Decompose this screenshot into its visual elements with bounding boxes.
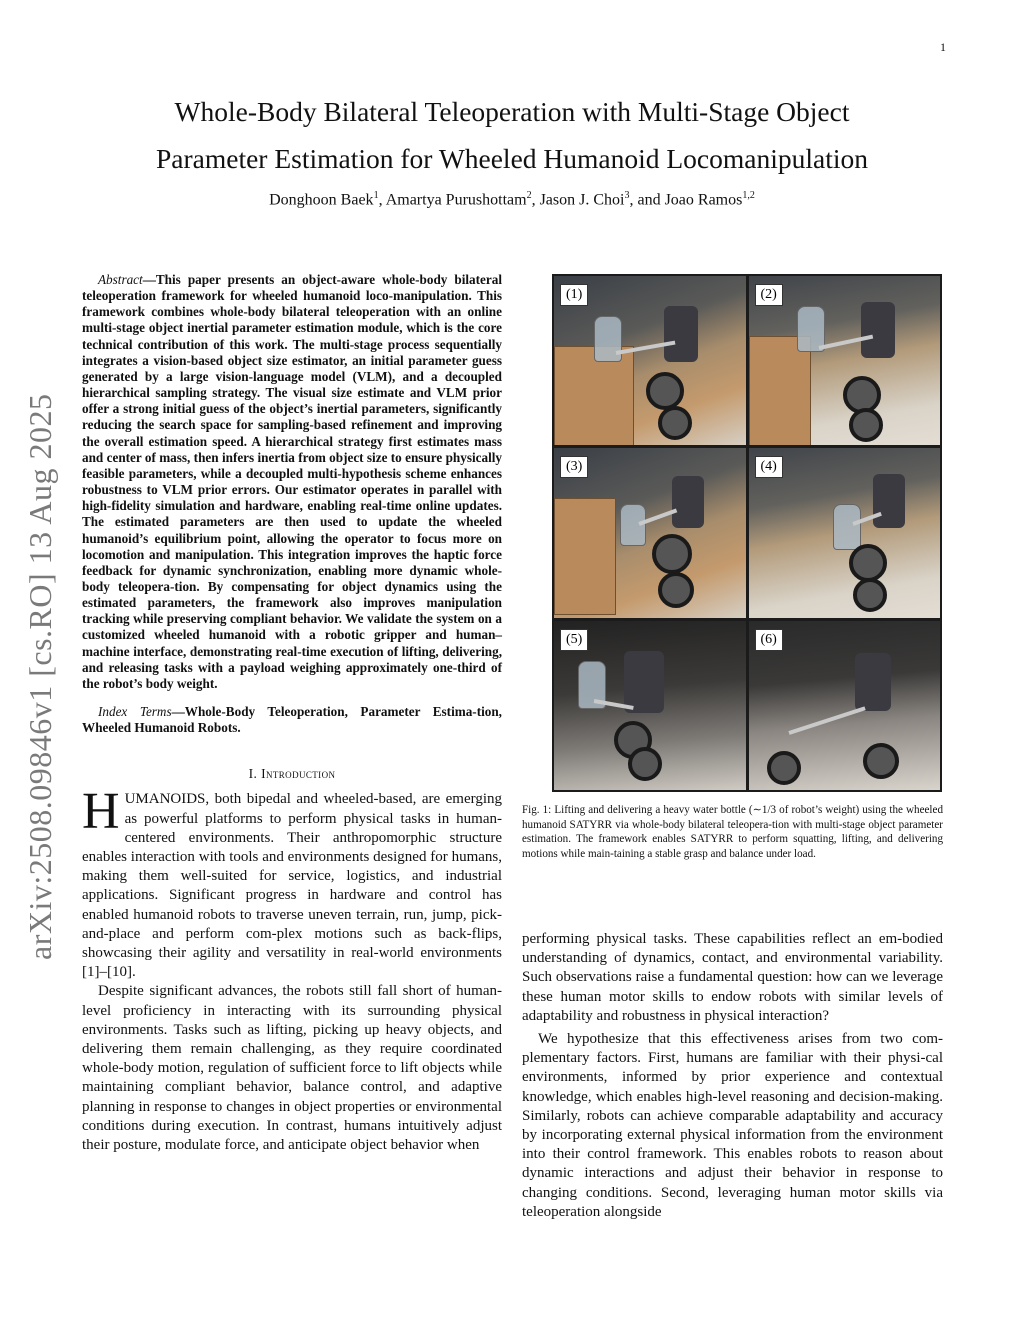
section-title: Introduction xyxy=(261,766,336,782)
panel-label: (4) xyxy=(755,456,783,478)
robot-wheel xyxy=(652,534,692,574)
robot-torso xyxy=(624,651,664,713)
figure-1 xyxy=(552,274,942,792)
abstract-text: —This paper presents an object-aware whole-body bilateral teleoperation framework for wheeled humanoid loco-manipulation. This framework combines whole-body bilateral teleoperation with an online multi-stage object inertial parameter estimation module, which is the core technical contribution of this work. The multi-stage process sequentially integrates a vision-based object size estimator, an initial parameter guess generated by a large vision-language model (VLM), and a decoupled hierarchical sampling strategy. The visual size estimate and VLM prior offer a strong initial guess of the object’s inertial parameters, significantly reducing the search space for sampling-based refinement and improving the overall estimation speed. A hierarchical strategy first estimates mass and center of mass, then infers inertia from object size to ensure physically feasible parameters, while a decoupled multi-hypothesis scheme enhances robustness to VLM prior errors. Our estimator operates in parallel with high-fidelity simulation and hardware, enabling real-time online updates. The estimated parameters are then used to update the wheeled humanoid’s equilibrium point, allowing the operator to focus more on locomotion and manipulation. This integration improves the haptic force feedback for dynamic synchronization, enabling more dynamic whole-body teleopera-tion. By compensating for object dynamics using the estimated parameters, the framework also improves manipulation tracking while preserving compliant behavior. We validate the system on a customized wheeled humanoid with a robotic gripper and human–machine interface, demonstrating real-time execution of lifting, delivering, and releasing tasks with a payload weighing approximately one-third of the robot’s body weight. xyxy=(82,272,502,691)
figure-panel-6 xyxy=(749,621,941,790)
left-column xyxy=(82,272,502,1155)
robot-wheel xyxy=(767,751,801,785)
abstract-label: Abstract xyxy=(98,272,143,287)
author-separator: , xyxy=(531,191,540,209)
robot-wheel xyxy=(849,544,887,582)
author-affiliation: 1 xyxy=(373,190,379,201)
robot-arm xyxy=(788,706,865,735)
title-line-1: Whole-Body Bilateral Teleoperation with Multi-Stage Object xyxy=(174,96,850,127)
figure-caption: Fig. 1: Lifting and delivering a heavy water bottle (∼1/3 of robot’s weight) using the wheeled humanoid SATYRR via whole-body bilateral teleopera-tion with multi-stage object parameter estimation. The framework enables SATYRR to perform squatting, lifting, and delivering motions while main-taining a stable grasp and balance under load. xyxy=(522,804,943,860)
right-paragraph-2: We hypothesize that this effectiveness arises from two com-plementary factors. First, humans are familiar with their physi-cal environments, informed by prior experience and contextual knowledge, which enables high-level reasoning and decision-making. Similarly, robots can achieve comparable adaptability and accuracy by incorporating external physical information from the environment into their control framework. This enables robots to reason about dynamic interactions and adjust their behavior in response to changing conditions. Second, leveraging human motor skills via teleoperation alongside xyxy=(522,1031,943,1220)
panel-label: (5) xyxy=(560,629,588,651)
index-terms xyxy=(82,704,502,736)
author-affiliation: 2 xyxy=(526,190,532,201)
author-list xyxy=(70,190,954,209)
author-separator: , and xyxy=(629,191,665,209)
index-terms-text: —Whole-Body Teleoperation, Parameter Estima-tion, Wheeled Humanoid Robots. xyxy=(82,704,502,736)
figure-panel-3 xyxy=(554,448,746,617)
author-name: Jason J. Choi xyxy=(539,191,625,209)
robot-wheel xyxy=(863,743,899,779)
right-paragraph-1: performing physical tasks. These capabilities reflect an em-bodied understanding of dynamics, contact, and environmental variability. Such observations raise a fundamental question: how can we leverage these human motor skills to endow robots with similar levels of adaptability and robustness in physical interaction? xyxy=(522,931,943,1024)
panel-label: (2) xyxy=(755,284,783,306)
right-column xyxy=(522,930,943,1222)
author-affiliation: 3 xyxy=(624,190,630,201)
robot-wheel xyxy=(853,578,887,612)
abstract xyxy=(82,272,502,692)
robot-torso xyxy=(873,474,905,528)
figure-panel-2 xyxy=(749,276,941,445)
panel-label: (1) xyxy=(560,284,588,306)
robot-wheel xyxy=(658,572,694,608)
figure-panel-5 xyxy=(554,621,746,790)
index-terms-label: Index Terms xyxy=(98,704,172,720)
cardboard-box xyxy=(554,346,634,445)
cardboard-box xyxy=(554,498,616,615)
section-heading xyxy=(82,766,502,782)
author-name: Amartya Purushottam xyxy=(385,191,527,209)
water-bottle xyxy=(594,316,622,362)
robot-torso xyxy=(855,653,891,711)
intro-paragraph-1 xyxy=(82,783,502,982)
intro-paragraph-1-text: UMANOIDS, both bipedal and wheeled-based, are emerging as powerful platforms to perform physical tasks in human-centered environments. Their anthropomorphic structure enables interaction with tools and environments designed for humans, making them well-suited for service, logistics, and industrial applications. Significant progress in hardware and control has enabled humanoid robots to traverse uneven terrain, run, jump, pick-and-place and perform com-plex motions such as back-flips, showcasing their agility and versatility in real-world environments [1]–[10]. xyxy=(82,791,502,981)
author-separator: , xyxy=(378,191,386,209)
robot-wheel xyxy=(646,372,684,410)
title-line-2: Parameter Estimation for Wheeled Humanoid Locomanipulation xyxy=(156,143,868,174)
intro-body xyxy=(82,783,502,1155)
robot-wheel xyxy=(628,747,662,781)
panel-label: (6) xyxy=(755,629,783,651)
robot-wheel xyxy=(658,406,692,440)
page-number: 1 xyxy=(940,40,946,54)
robot-wheel xyxy=(849,408,883,442)
figure-panel-1 xyxy=(554,276,746,445)
robot-torso xyxy=(664,306,698,362)
author-name: Joao Ramos xyxy=(664,191,743,209)
intro-paragraph-2: Despite significant advances, the robots still fall short of human-level proficiency in interacting with its surrounding physical environments. Tasks such as lifting, picking up heavy objects, and delivering them remain challenging, as they require coordinated whole-body motion, regulation of sufficient force to lift objects while maintaining compliant behavior, balance control, and adaptive planning in response to changes in object properties or environmental conditions during execution. In contrast, humans intuitively adjust their posture, modulate force, and anticipate object behavior when xyxy=(82,983,502,1154)
water-bottle xyxy=(833,504,861,550)
author-affiliation: 1,2 xyxy=(742,190,755,201)
author-name: Donghoon Baek xyxy=(269,191,374,209)
arxiv-stamp: arXiv:2508.09846v1 [cs.RO] 13 Aug 2025 xyxy=(22,393,58,960)
drop-cap: H xyxy=(82,783,120,841)
figure-panel-4 xyxy=(749,448,941,617)
paper-title xyxy=(70,88,954,182)
panel-label: (3) xyxy=(560,456,588,478)
water-bottle xyxy=(620,504,646,546)
section-number: I. xyxy=(248,766,258,782)
robot-torso xyxy=(672,476,704,528)
robot-torso xyxy=(861,302,895,358)
cardboard-box xyxy=(749,336,811,445)
